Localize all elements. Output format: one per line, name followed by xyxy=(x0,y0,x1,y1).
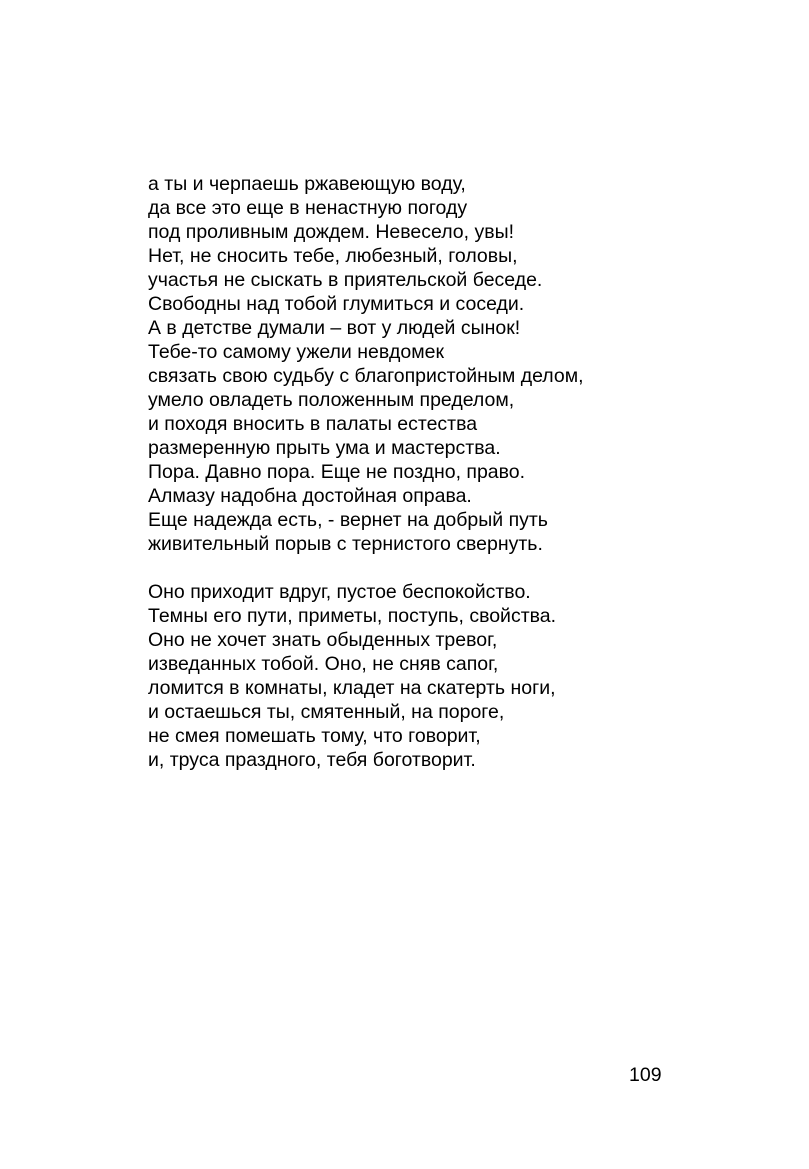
poem-line: А в детстве думали – вот у людей сынок! xyxy=(148,317,521,339)
poem-line: Оно приходит вдруг, пустое беспокойство. xyxy=(148,581,531,603)
poem-line: не смея помешать тому, что говорит, xyxy=(148,725,481,747)
poem-line: ломится в комнаты, кладет на скатерть ноги, xyxy=(148,677,556,699)
poem-text xyxy=(148,172,748,772)
poem-line: Оно не хочет знать обыденных тревог, xyxy=(148,629,498,651)
poem-line: Свободны над тобой глумиться и соседи. xyxy=(148,293,525,315)
poem-line: изведанных тобой. Оно, не сняв сапог, xyxy=(148,653,499,675)
poem-line: умело овладеть положенным пределом, xyxy=(148,389,515,411)
poem-line: Пора. Давно пора. Еще не поздно, право. xyxy=(148,461,526,483)
poem-line: размеренную прыть ума и мастерства. xyxy=(148,437,501,459)
poem-line: Нет, не сносить тебе, любезный, головы, xyxy=(148,245,518,267)
poem-line: под проливным дождем. Невесело, увы! xyxy=(148,221,515,243)
poem-line: а ты и черпаешь ржавеющую воду, xyxy=(148,173,466,195)
poem-line: участья не сыскать в приятельской беседе. xyxy=(148,269,543,291)
stanza-2 xyxy=(148,580,748,772)
poem-line: связать свою судьбу с благопристойным делом, xyxy=(148,365,584,387)
poem-line: и остаешься ты, смятенный, на пороге, xyxy=(148,701,505,723)
poem-line: Алмазу надобна достойная оправа. xyxy=(148,485,472,507)
poem-line: Темны его пути, приметы, поступь, свойства. xyxy=(148,605,557,627)
poem-line: и, труса праздного, тебя боготворит. xyxy=(148,749,476,771)
poem-line: живительный порыв с тернистого свернуть. xyxy=(148,533,543,555)
poem-line: и походя вносить в палаты естества xyxy=(148,413,478,435)
poem-line: Еще надежда есть, - вернет на добрый путь xyxy=(148,509,548,531)
poem-line: да все это еще в ненастную погоду xyxy=(148,197,468,219)
page-number: 109 xyxy=(629,1064,662,1086)
poem-line: Тебе-то самому ужели невдомек xyxy=(148,341,445,363)
stanza-1 xyxy=(148,172,748,556)
